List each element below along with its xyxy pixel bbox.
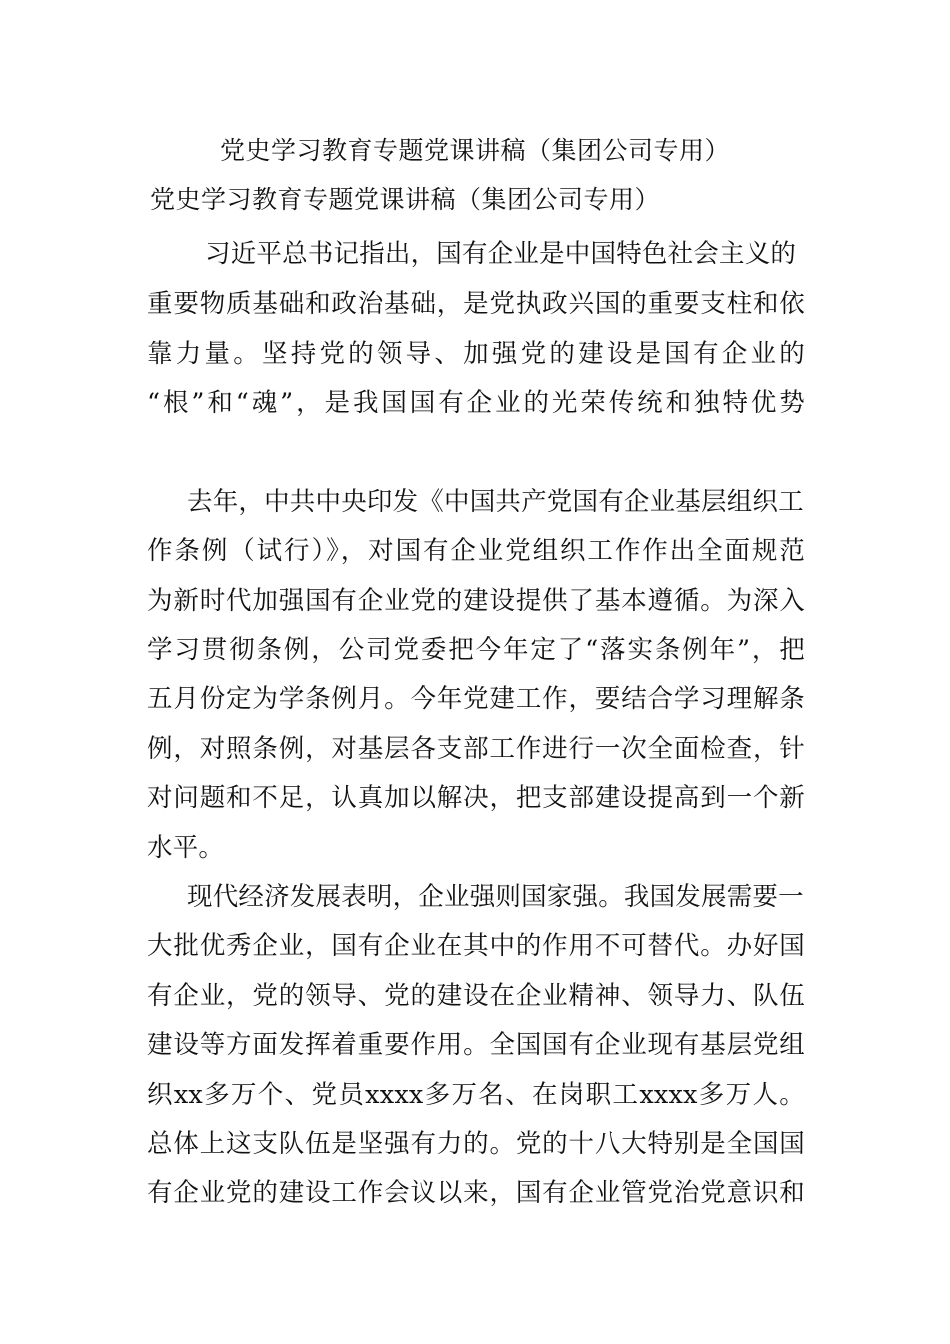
paragraph-1-line-2: 重要物质基础和政治基础，是党执政兴国的重要支柱和依 — [147, 289, 805, 319]
paragraph-3-line-4: 建设等方面发挥着重要作用。全国国有企业现有基层党组 — [147, 1030, 805, 1060]
paragraph-2-line-5: 五月份定为学条例月。今年党建工作，要结合学习理解条 — [147, 684, 805, 714]
paragraph-2-line-8: 水平。 — [147, 833, 225, 863]
paragraph-2-line-6: 例，对照条例，对基层各支部工作进行一次全面检查，针 — [147, 734, 805, 764]
document-title: 党史学习教育专题党课讲稿（集团公司专用） — [220, 136, 731, 165]
paragraph-2-line-2: 作条例（试行）》，对国有企业党组织工作作出全面规范 — [147, 536, 805, 566]
paragraph-2-line-7: 对问题和不足，认真加以解决，把支部建设提高到一个新 — [147, 783, 805, 813]
paragraph-3-line-7: 有企业党的建设工作会议以来，国有企业管党治党意识和 — [147, 1178, 805, 1208]
paragraph-1-line-4: “根”和“魂”，是我国国有企业的光荣传统和独特优势 — [147, 388, 805, 418]
paragraph-3-line-1: 现代经济发展表明，企业强则国家强。我国发展需要一 — [187, 882, 804, 912]
paragraph-3-line-2: 大批优秀企业，国有企业在其中的作用不可替代。办好国 — [147, 931, 805, 961]
paragraph-3-line-6: 总体上这支队伍是坚强有力的。党的十八大特别是全国国 — [147, 1129, 805, 1159]
paragraph-1-line-3: 靠力量。坚持党的领导、加强党的建设是国有企业的 — [147, 339, 805, 369]
paragraph-2-line-1: 去年，中共中央印发《中国共产党国有企业基层组织工 — [187, 487, 804, 517]
paragraph-2-line-3: 为新时代加强国有企业党的建设提供了基本遵循。为深入 — [147, 586, 805, 616]
paragraph-2-line-4: 学习贯彻条例，公司党委把今年定了“落实条例年”，把 — [147, 635, 805, 665]
document-subtitle: 党史学习教育专题党课讲稿（集团公司专用） — [150, 185, 661, 214]
paragraph-3-line-5: 织xx多万个、党员xxxx多万名、在岗职工xxxx多万人。 — [147, 1080, 805, 1110]
paragraph-1-line-1: 习近平总书记指出，国有企业是中国特色社会主义的 — [205, 239, 797, 269]
paragraph-3-line-3: 有企业，党的领导、党的建设在企业精神、领导力、队伍 — [147, 981, 805, 1011]
